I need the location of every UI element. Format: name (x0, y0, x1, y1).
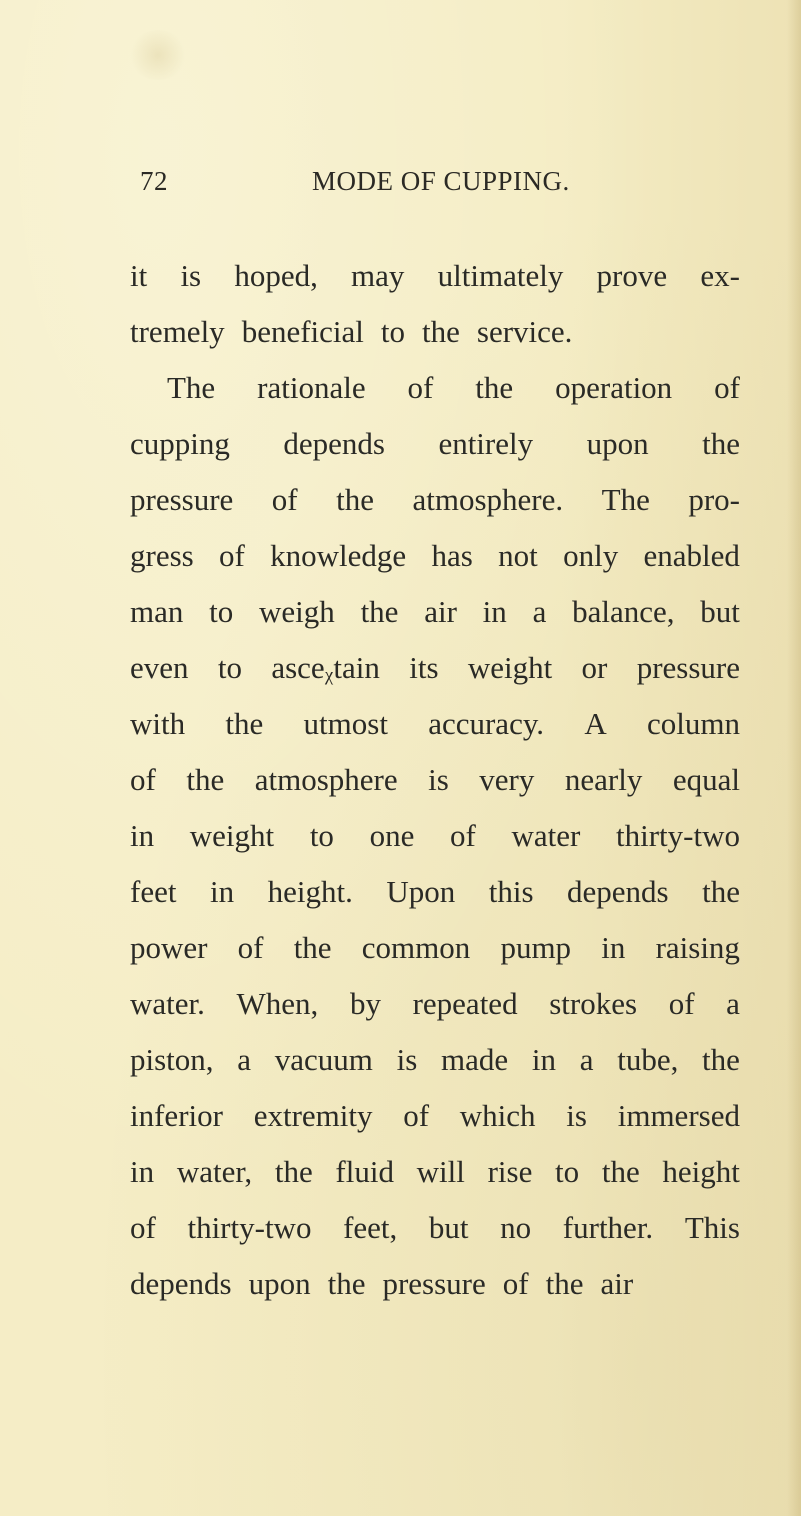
word: of (219, 538, 245, 573)
word: ultimately (437, 258, 564, 293)
word: pressure (130, 482, 234, 517)
word: repeated (412, 986, 518, 1021)
word: the (545, 1266, 584, 1301)
word: is (180, 258, 202, 293)
word: cupping (130, 426, 230, 461)
text-line (130, 416, 740, 472)
word: very (479, 762, 535, 797)
word: thirty-two (616, 818, 740, 853)
word: or (581, 650, 608, 685)
text-line (130, 752, 740, 808)
word: to (309, 818, 334, 853)
word: even (130, 650, 189, 685)
word: thirty-two (187, 1210, 312, 1245)
word: inferior (130, 1098, 223, 1133)
word: the (702, 426, 740, 461)
word: depends (283, 426, 385, 461)
word: pressure (382, 1266, 486, 1301)
word: of (130, 1210, 156, 1245)
word: further. (562, 1210, 654, 1245)
word: Upon (386, 874, 456, 909)
text-line (130, 864, 740, 920)
word: strokes (549, 986, 638, 1021)
word: water, (176, 1154, 253, 1189)
word: depends (567, 874, 669, 909)
text-line (130, 528, 740, 584)
word: height. (267, 874, 353, 909)
paper-stain (128, 30, 188, 80)
word: pro- (688, 482, 740, 517)
word: the (225, 706, 264, 741)
word: to (209, 594, 234, 629)
word: the (422, 314, 460, 349)
word: a (237, 1042, 252, 1077)
text-line (130, 472, 740, 528)
word: entirely (438, 426, 534, 461)
word: in (130, 818, 155, 853)
word: of (668, 986, 695, 1021)
word: accuracy. (428, 706, 545, 741)
word: depends (130, 1266, 232, 1301)
text-line (130, 640, 740, 696)
word: the (360, 594, 399, 629)
word: the (274, 1154, 313, 1189)
text-line (130, 1088, 740, 1144)
word: of (450, 818, 476, 853)
word: service. (476, 314, 573, 349)
word: prove (596, 258, 668, 293)
word: the (702, 1042, 740, 1077)
word: common (361, 930, 471, 965)
word: beneficial (241, 314, 364, 349)
word: pressure (636, 650, 740, 685)
word: When, (236, 986, 319, 1021)
text-line (130, 1032, 740, 1088)
word: gress (130, 538, 194, 573)
text-line (130, 304, 740, 360)
word: only (563, 538, 619, 573)
word: in (601, 930, 626, 965)
word: the (327, 1266, 366, 1301)
text-line (130, 584, 740, 640)
word: water (511, 818, 581, 853)
word: weigh (259, 594, 335, 629)
word: the (601, 1154, 640, 1189)
word: utmost (303, 706, 388, 741)
text-line (130, 808, 740, 864)
word: a (579, 1042, 594, 1077)
word: asceᵪtain (271, 650, 380, 685)
word: rationale (257, 370, 366, 405)
word: is (428, 762, 449, 797)
word: hoped, (234, 258, 318, 293)
word: atmosphere. (412, 482, 564, 517)
word: ex- (700, 258, 740, 293)
word: which (459, 1098, 536, 1133)
word: vacuum (274, 1042, 373, 1077)
word: weight (189, 818, 275, 853)
word: the (702, 874, 740, 909)
word: is (396, 1042, 418, 1077)
word: in (531, 1042, 556, 1077)
word: of (271, 482, 298, 517)
word: in (209, 874, 235, 909)
word: of (403, 1098, 430, 1133)
word: upon (248, 1266, 311, 1301)
word: of (502, 1266, 529, 1301)
text-line (130, 1256, 740, 1312)
text-line (130, 696, 740, 752)
word: of (714, 370, 740, 405)
word: A (584, 706, 607, 741)
word: weight (467, 650, 553, 685)
word: feet (130, 874, 177, 909)
word: water. (130, 986, 205, 1021)
word: it (130, 258, 148, 293)
word: atmosphere (254, 762, 398, 797)
word: to (555, 1154, 580, 1189)
word: has (431, 538, 473, 573)
text-line (130, 1200, 740, 1256)
word: operation (555, 370, 673, 405)
word: to (217, 650, 242, 685)
page-number: 72 (140, 166, 168, 196)
word: in (130, 1154, 155, 1189)
word: knowledge (270, 538, 407, 573)
word: height (662, 1154, 740, 1189)
word: nearly (564, 762, 643, 797)
word: piston, (130, 1042, 214, 1077)
word: by (349, 986, 381, 1021)
word: feet, (343, 1210, 398, 1245)
word: tremely (130, 314, 225, 349)
word: tube, (617, 1042, 679, 1077)
word: may (351, 258, 405, 293)
word: a (726, 986, 740, 1021)
word: but (428, 1210, 469, 1245)
word: fluid (335, 1154, 394, 1189)
word: no (500, 1210, 532, 1245)
word: made (441, 1042, 509, 1077)
word: one (369, 818, 415, 853)
word: but (700, 594, 740, 629)
word: balance, (572, 594, 675, 629)
word: extremity (253, 1098, 373, 1133)
word: equal (672, 762, 740, 797)
word: man (130, 594, 184, 629)
word: a (532, 594, 547, 629)
word: its (409, 650, 439, 685)
text-line (130, 976, 740, 1032)
text-line (130, 248, 740, 304)
word: immersed (617, 1098, 740, 1133)
word: of (407, 370, 434, 405)
word: The (167, 370, 216, 405)
word: this (488, 874, 534, 909)
word: the (475, 370, 514, 405)
word: raising (655, 930, 740, 965)
word: air (600, 1266, 634, 1301)
word: the (186, 762, 225, 797)
word: upon (586, 426, 649, 461)
word: power (130, 930, 208, 965)
word: column (646, 706, 740, 741)
word: the (293, 930, 332, 965)
word: with (130, 706, 186, 741)
running-title: MODE OF CUPPING. (312, 166, 570, 196)
word: air (424, 594, 457, 629)
word: The (601, 482, 650, 517)
word: to (380, 314, 406, 349)
word: This (684, 1210, 740, 1245)
body-text (130, 248, 740, 1312)
word: rise (487, 1154, 533, 1189)
word: pump (500, 930, 572, 965)
word: of (237, 930, 264, 965)
word: will (416, 1154, 465, 1189)
word: not (498, 538, 538, 573)
text-line (130, 1144, 740, 1200)
word: the (336, 482, 374, 517)
text-line (130, 360, 740, 416)
text-line (130, 920, 740, 976)
running-head (140, 166, 610, 206)
word: in (482, 594, 507, 629)
word: of (130, 762, 156, 797)
word: is (566, 1098, 587, 1133)
word: enabled (643, 538, 740, 573)
page-edge-shadow (787, 0, 801, 1516)
